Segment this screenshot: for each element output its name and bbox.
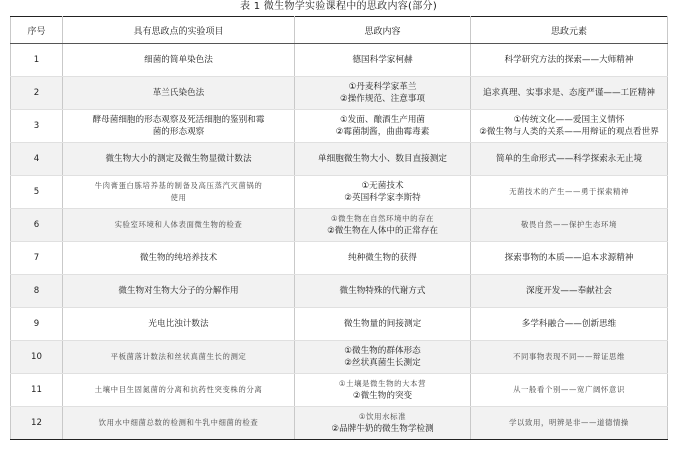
project-line: 细菌的简单染色法 <box>144 55 213 65</box>
table-row <box>11 44 668 77</box>
element-line: 从一般看个别——宽广阔怀意识 <box>513 385 625 394</box>
content-line: 纯种微生物的获得 <box>348 253 417 263</box>
content-line: 微生物特殊的代谢方式 <box>339 286 426 296</box>
element-line: 敬畏自然——保护生态环境 <box>521 220 617 229</box>
table-row <box>11 407 668 440</box>
header-element: 思政元素 <box>471 17 668 44</box>
table-row <box>11 308 668 341</box>
project-line: 光电比浊计数法 <box>148 319 209 329</box>
cell-content <box>295 44 471 77</box>
cell-content <box>295 209 471 242</box>
cell-element <box>471 242 668 275</box>
table-row <box>11 209 668 242</box>
content-line: ②丝状真菌生长测定 <box>344 358 421 368</box>
cell-project <box>63 110 295 143</box>
content-line: ①丹麦科学家革兰 <box>348 82 417 92</box>
cell-project <box>63 374 295 407</box>
cell-content <box>295 341 471 374</box>
cell-element <box>471 176 668 209</box>
row-number: 7 <box>11 242 63 275</box>
cell-content <box>295 407 471 440</box>
table-row <box>11 110 668 143</box>
project-line: 革兰氏染色法 <box>152 88 205 98</box>
table-row <box>11 242 668 275</box>
content-line: ①发面、酿酒生产用菌 <box>339 115 426 125</box>
row-number: 5 <box>11 176 63 209</box>
content-line: ①微生物的群体形态 <box>344 346 421 356</box>
content-line: ②霉菌制酱，曲曲霉毒素 <box>335 127 430 137</box>
table-row <box>11 374 668 407</box>
cell-content <box>295 242 471 275</box>
cell-content <box>295 77 471 110</box>
row-number: 12 <box>11 407 63 440</box>
project-line: 实验室环境和人体表面微生物的检查 <box>114 220 243 229</box>
table-row <box>11 143 668 176</box>
element-line: 科学研究方法的探索——大师精神 <box>504 55 634 65</box>
header-project: 具有思政点的实验项目 <box>63 17 295 44</box>
content-line: 德国科学家柯赫 <box>352 55 413 65</box>
cell-element <box>471 209 668 242</box>
cell-project <box>63 176 295 209</box>
row-number: 11 <box>11 374 63 407</box>
row-number: 3 <box>11 110 63 143</box>
cell-project <box>63 341 295 374</box>
cell-content <box>295 374 471 407</box>
cell-content <box>295 143 471 176</box>
table-row <box>11 275 668 308</box>
content-line: ①无菌技术 <box>361 181 404 191</box>
element-line: 无菌技术的产生——勇于探索精神 <box>509 187 629 196</box>
element-line: ②微生物与人类的关系——用辩证的观点看世界 <box>479 127 659 137</box>
row-number: 4 <box>11 143 63 176</box>
table-row <box>11 176 668 209</box>
element-line: 探索事物的本质——追本求源精神 <box>504 253 634 263</box>
content-line: 微生物量的间接测定 <box>343 319 422 329</box>
cell-element <box>471 308 668 341</box>
cell-element <box>471 44 668 77</box>
cell-project <box>63 275 295 308</box>
cell-element <box>471 110 668 143</box>
project-line: 菌的形态观察 <box>152 127 205 137</box>
content-line: ②微生物的突变 <box>352 391 413 401</box>
cell-project <box>63 242 295 275</box>
content-line: ②操作规范、注意事项 <box>339 94 426 104</box>
cell-project <box>63 143 295 176</box>
cell-content <box>295 275 471 308</box>
cell-project <box>63 209 295 242</box>
row-number: 9 <box>11 308 63 341</box>
content-line: ①饮用水标准 <box>358 412 407 421</box>
row-number: 10 <box>11 341 63 374</box>
row-number: 2 <box>11 77 63 110</box>
content-line: 单细胞微生物大小、数目直接测定 <box>318 154 447 164</box>
content-line: ①土壤是微生物的大本营 <box>338 379 427 388</box>
cell-element <box>471 407 668 440</box>
table-row <box>11 341 668 374</box>
cell-element <box>471 341 668 374</box>
cell-element <box>471 143 668 176</box>
row-number: 8 <box>11 275 63 308</box>
project-line: 牛肉膏蛋白胨培养基的制备及高压蒸汽灭菌锅的 <box>94 181 263 190</box>
cell-project <box>63 77 295 110</box>
cell-content <box>295 110 471 143</box>
cell-content <box>295 308 471 341</box>
element-line: 追求真理、实事求是、态度严谨——工匠精神 <box>483 88 655 98</box>
project-line: 平板菌落计数法和丝状真菌生长的测定 <box>110 352 247 361</box>
cell-project <box>63 308 295 341</box>
row-number: 6 <box>11 209 63 242</box>
project-line: 土壤中目生固氮菌的分离和抗药性突变株的分离 <box>94 385 263 394</box>
project-line: 微生物大小的测定及微生物显微计数法 <box>105 154 252 164</box>
element-line: 不同事物表现不同——辩证思维 <box>513 352 625 361</box>
content-line: ②微生物在人体中的正常存在 <box>327 226 438 236</box>
element-line: 学以致用，明辨是非——道德情操 <box>509 418 629 427</box>
element-line: 多学科融合——创新思维 <box>521 319 617 329</box>
table-row <box>11 77 668 110</box>
content-line: ①微生物在自然环境中的存在 <box>330 214 435 223</box>
cell-element <box>471 77 668 110</box>
table-caption: 表 1 微生物学实验课程中的思政内容(部分) <box>239 1 438 12</box>
cell-content <box>295 176 471 209</box>
table-header-row <box>11 17 668 44</box>
project-line: 酵母菌细胞的形态观察及死活细胞的鉴别和霉 <box>92 115 265 125</box>
project-line: 微生物对生物大分子的分解作用 <box>118 286 239 296</box>
cell-project <box>63 44 295 77</box>
cell-element <box>471 374 668 407</box>
element-line: ①传统文化——爱国主义情怀 <box>513 115 625 125</box>
content-line: ②英国科学家李斯特 <box>344 193 421 203</box>
header-no: 序号 <box>11 17 63 44</box>
row-number: 1 <box>11 44 63 77</box>
content-line: ②品牌牛奶的微生物学检测 <box>331 424 434 434</box>
ideology-content-table <box>10 16 668 440</box>
cell-project <box>63 407 295 440</box>
project-line: 微生物的纯培养技术 <box>139 253 218 263</box>
cell-element <box>471 275 668 308</box>
header-content: 思政内容 <box>295 17 471 44</box>
project-line: 使用 <box>170 193 187 202</box>
element-line: 简单的生命形式——科学探索永无止境 <box>495 154 643 164</box>
element-line: 深度开发——奉献社会 <box>526 286 612 296</box>
project-line: 饮用水中细菌总数的检测和牛乳中细菌的检查 <box>98 418 259 427</box>
